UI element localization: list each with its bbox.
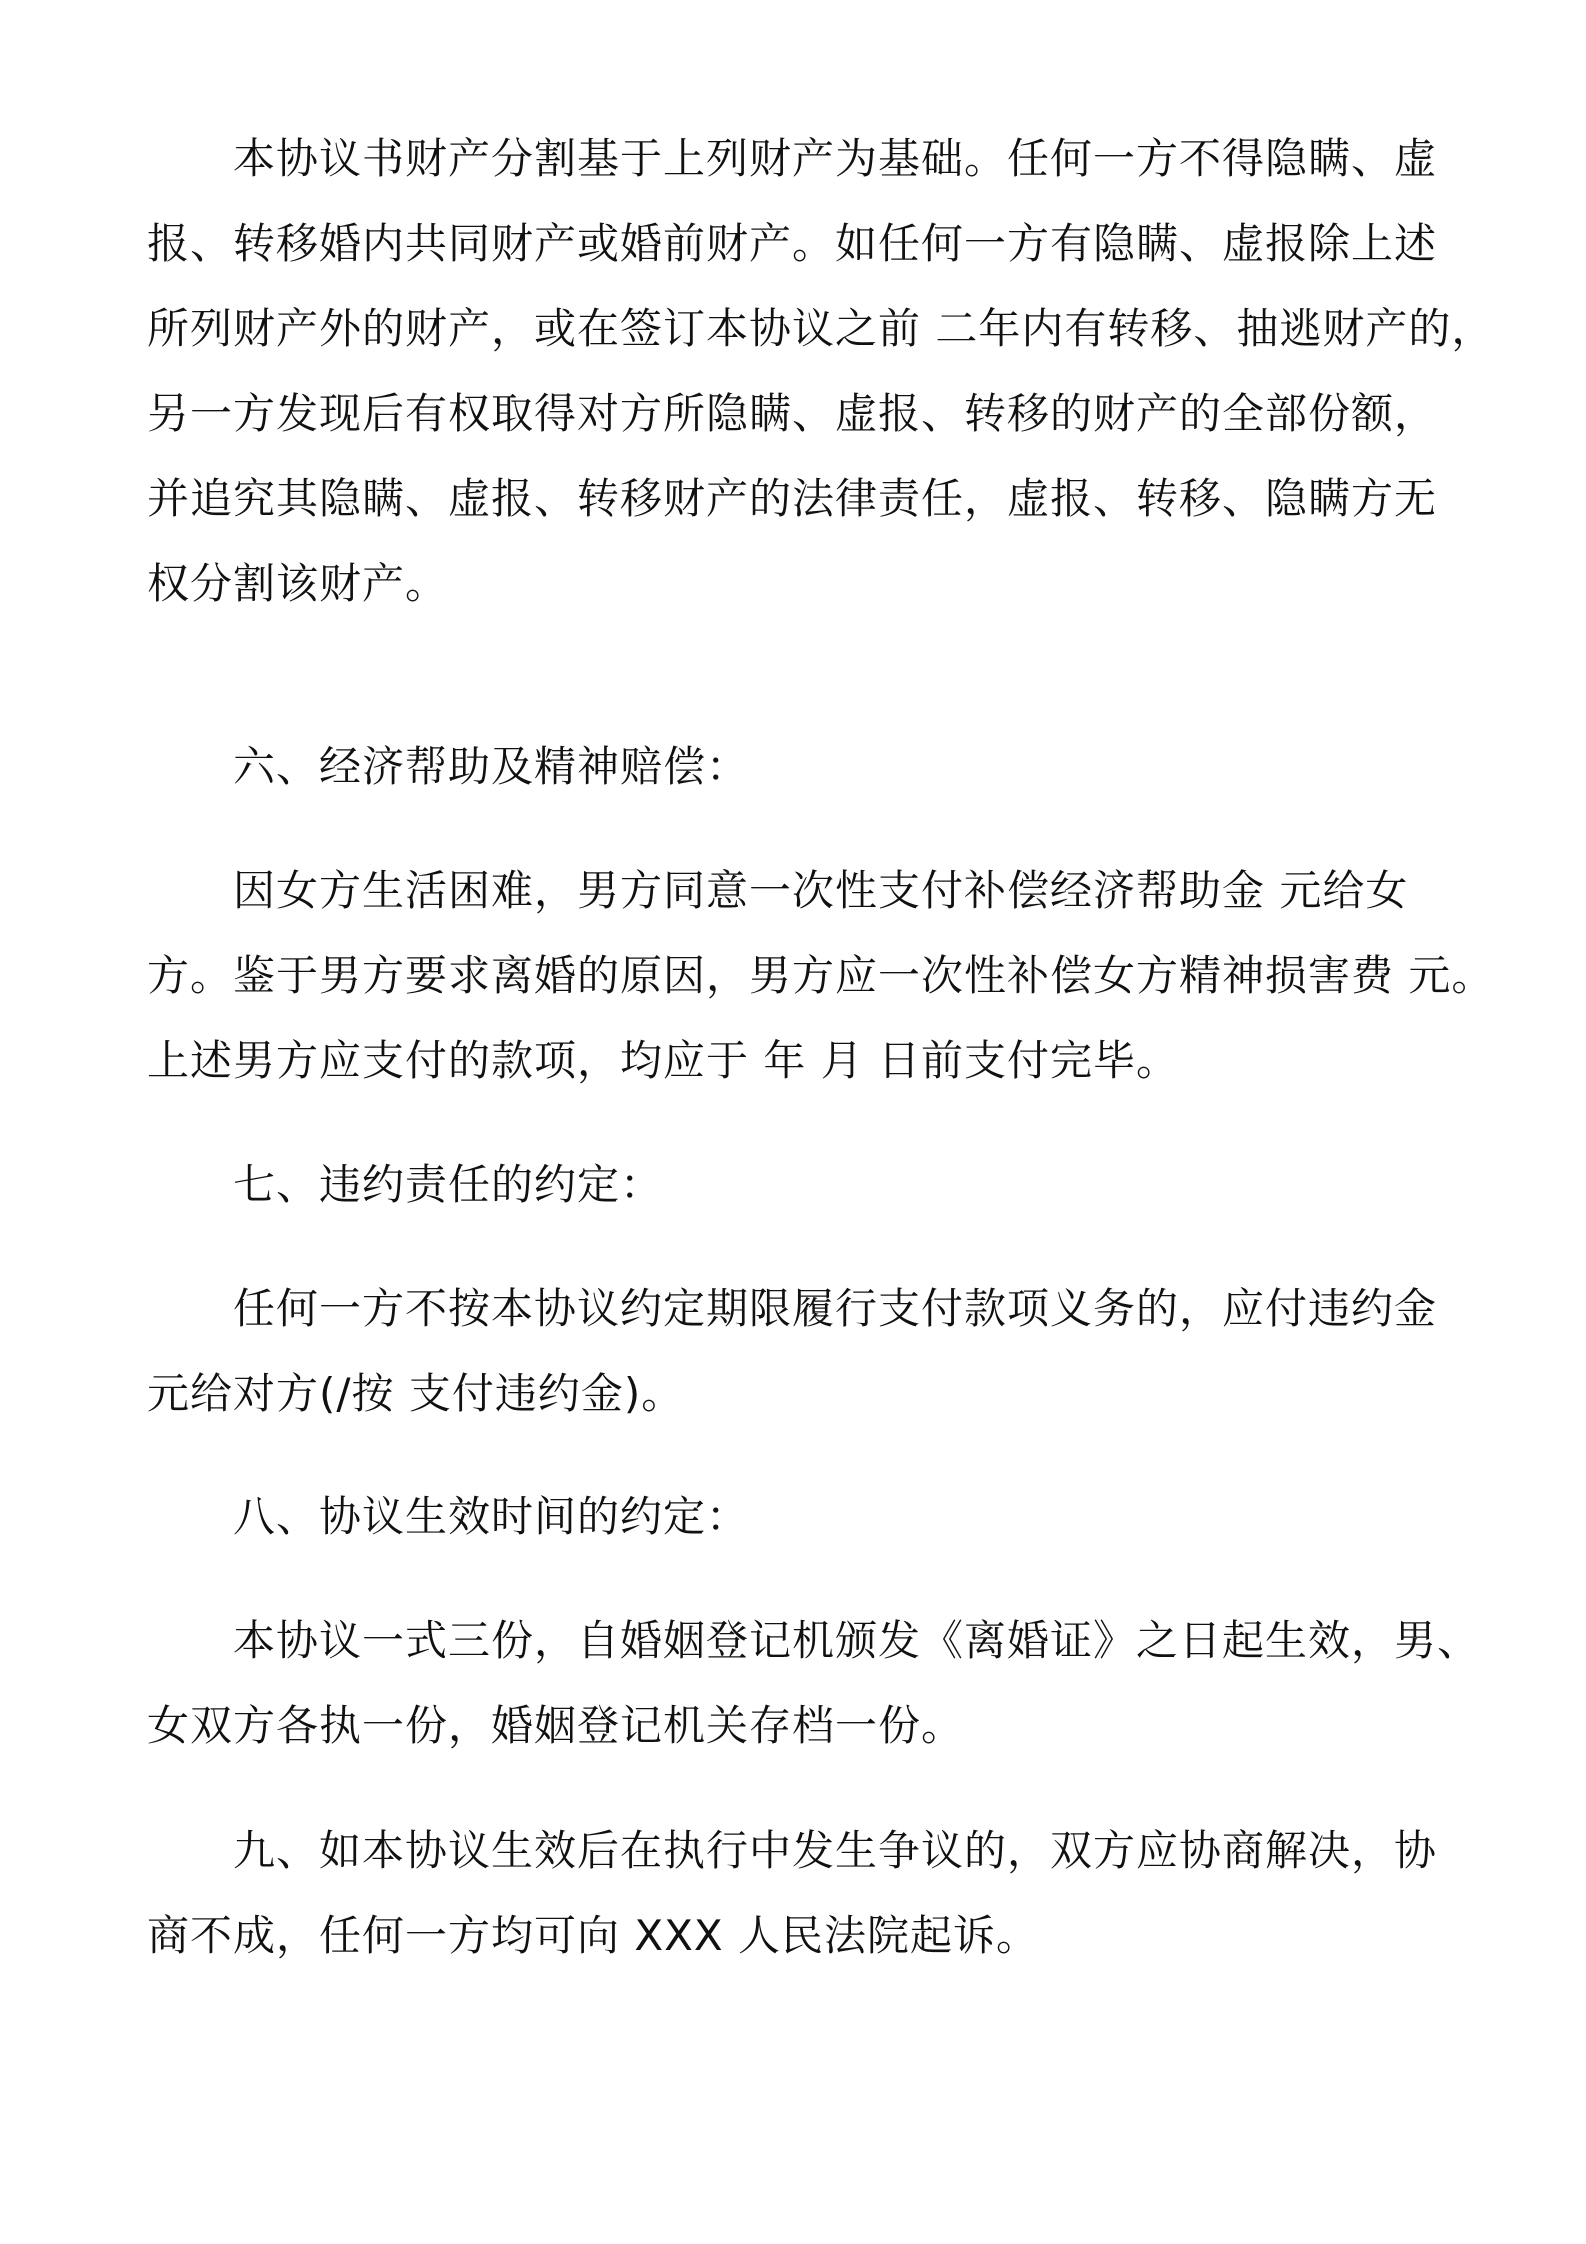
paragraph-effective [147, 1598, 1481, 1768]
section-heading-7 [147, 1142, 1447, 1227]
text-line: 九、如本协议生效后在执行中发生争议的，双方应协商解决，协 [233, 1826, 1438, 1875]
text-line: 因女方生活困难，男方同意一次性支付补偿经济帮助金 元给女 [233, 866, 1409, 915]
paragraph-breach [147, 1266, 1447, 1436]
paragraph-economic-help [147, 848, 1495, 1103]
text-line: 商不成，任何一方均可向 XXX 人民法院起诉。 [147, 1911, 1040, 1960]
paragraph-property-declaration [147, 116, 1495, 626]
text-line: 方。鉴于男方要求离婚的原因，男方应一次性补偿女方精神损害费 元。 [147, 951, 1495, 1000]
text-line: 元给对方(/按 支付违约金)。 [147, 1369, 685, 1418]
text-line: 上述男方应支付的款项，均应于 年 月 日前支付完毕。 [147, 1036, 1180, 1085]
section-heading-8 [147, 1474, 1447, 1559]
paragraph-dispute [147, 1808, 1447, 1978]
text-line: 女双方各执一份，婚姻登记机关存档一份。 [147, 1701, 965, 1750]
section-heading: 八、协议生效时间的约定： [233, 1492, 750, 1541]
text-line: 权分割该财产。 [147, 559, 449, 608]
text-line: 另一方发现后有权取得对方所隐瞒、虚报、转移的财产的全部份额， [147, 389, 1438, 438]
text-line: 并追究其隐瞒、虚报、转移财产的法律责任，虚报、转移、隐瞒方无 [147, 474, 1438, 523]
text-line: 所列财产外的财产，或在签订本协议之前 二年内有转移、抽逃财产的， [147, 304, 1495, 353]
text-line: 本协议书财产分割基于上列财产为基础。任何一方不得隐瞒、虚 [233, 134, 1438, 183]
section-heading: 七、违约责任的约定： [233, 1160, 664, 1209]
text-line: 本协议一式三份，自婚姻登记机颁发《离婚证》之日起生效，男、 [233, 1616, 1481, 1665]
section-heading-6 [147, 724, 1447, 809]
text-line: 报、转移婚内共同财产或婚前财产。如任何一方有隐瞒、虚报除上述 [147, 219, 1438, 268]
text-line: 任何一方不按本协议约定期限履行支付款项义务的，应付违约金 [233, 1284, 1438, 1333]
section-heading: 六、经济帮助及精神赔偿： [233, 742, 750, 791]
